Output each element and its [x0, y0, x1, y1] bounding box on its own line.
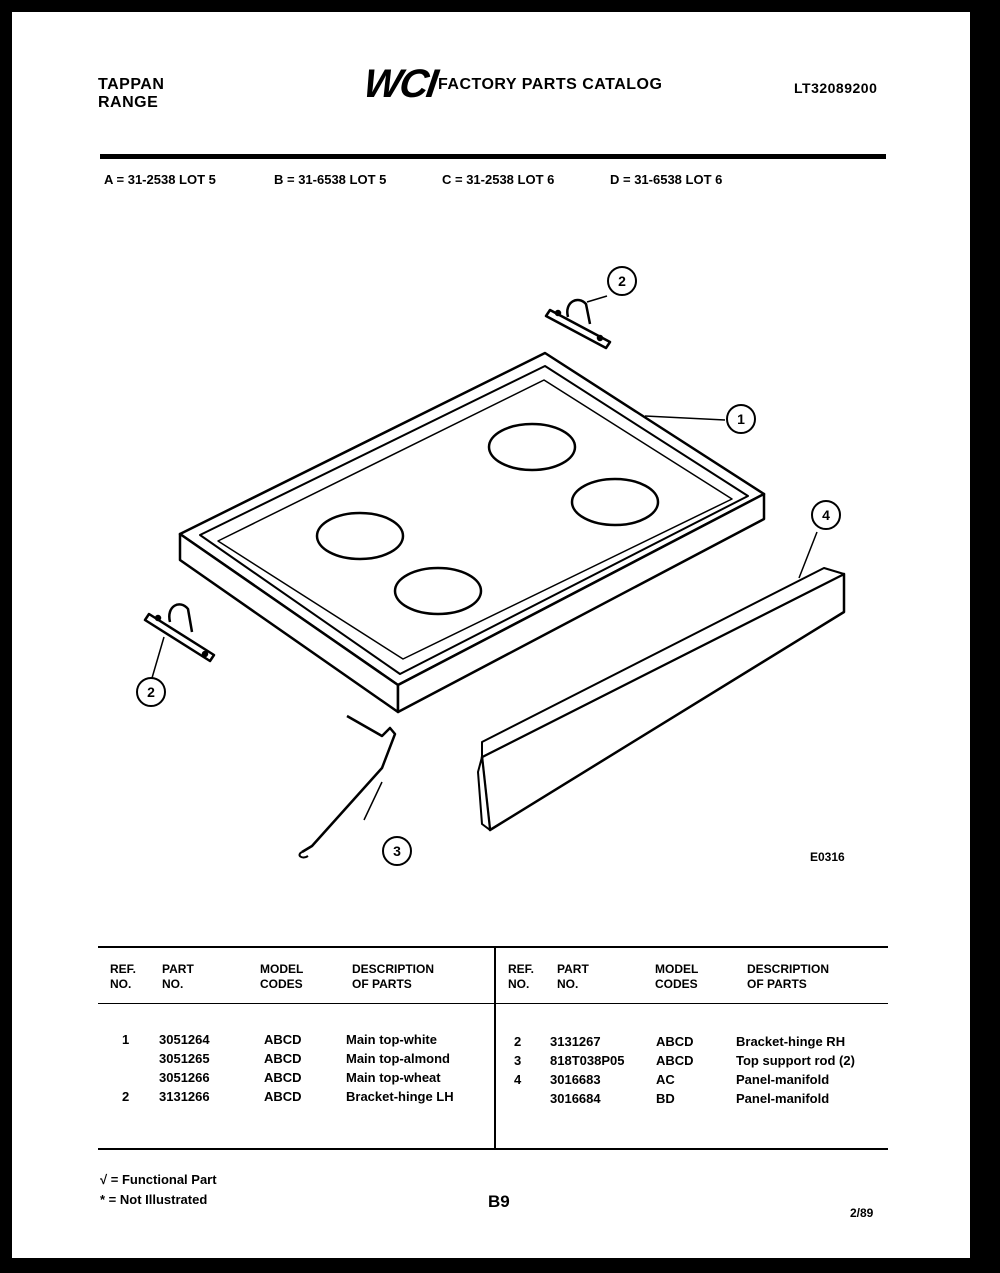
table-cell-ref: 4 [514, 1072, 522, 1087]
page-number: B9 [488, 1192, 510, 1211]
revision-date: 2/89 [850, 1206, 874, 1220]
table-cell-desc: Panel-manifold [736, 1072, 830, 1087]
legend-functional-part: √ = Functional Part [100, 1172, 217, 1187]
callout-2-left: 2 [147, 684, 155, 700]
table-cell-part: 3016684 [550, 1091, 601, 1106]
hdr-ref-line2: NO. [110, 977, 132, 991]
table-cell-desc: Bracket-hinge RH [736, 1034, 846, 1049]
model-code-a: A = 31-2538 LOT 5 [104, 172, 216, 187]
table-cell-codes: BD [656, 1091, 675, 1106]
support-rod-part [300, 716, 395, 857]
table-cell-ref [122, 1068, 129, 1087]
hdr-desc-line1: DESCRIPTION [352, 962, 435, 976]
table-cell-ref: 3 [514, 1053, 522, 1068]
catalog-title: FACTORY PARTS CATALOG [438, 76, 663, 93]
table-cell-desc: Top support rod (2) [736, 1053, 855, 1068]
bracket-hinge-lh-part [145, 604, 214, 661]
hdr-part-line1: PART [162, 962, 194, 976]
catalog-number: LT32089200 [794, 80, 878, 96]
hdr-ref-line1: REF. [110, 962, 137, 976]
brand-name: TAPPAN [98, 76, 165, 93]
table-top-rule [98, 946, 888, 948]
model-code-c: C = 31-2538 LOT 6 [442, 172, 555, 187]
table-cell-part: 3131267 [550, 1034, 601, 1049]
left-codes-column [264, 1030, 302, 1106]
hdr-model-right [655, 962, 698, 992]
table-cell-ref: 2 [122, 1089, 130, 1104]
hdr-part-right [557, 962, 589, 992]
hdr-part-line2: NO. [162, 977, 184, 991]
model-code-d: D = 31-6538 LOT 6 [610, 172, 723, 187]
hdr-desc-line2: OF PARTS [352, 977, 412, 991]
hdr-model-line2: CODES [260, 977, 303, 991]
hdr-ref-line1: REF. [508, 962, 535, 976]
table-cell-codes: ABCD [656, 1053, 694, 1068]
hdr-desc-line1: DESCRIPTION [747, 962, 830, 976]
hdr-model-left [260, 962, 303, 992]
table-cell-part: 818T038P05 [550, 1053, 625, 1068]
hdr-model-line2: CODES [655, 977, 698, 991]
right-part-column [550, 1032, 624, 1108]
legend-not-illustrated: * = Not Illustrated [100, 1192, 208, 1207]
hdr-part-line2: NO. [557, 977, 579, 991]
left-ref-column [122, 1030, 129, 1106]
callout-3: 3 [393, 843, 401, 859]
table-cell-codes: AC [656, 1072, 675, 1087]
left-desc-column [346, 1030, 454, 1106]
table-cell-part: 3131266 [159, 1089, 210, 1104]
hdr-ref-right [508, 962, 534, 992]
table-cell-codes: ABCD [264, 1089, 302, 1104]
hdr-part-line1: PART [557, 962, 589, 976]
table-cell-desc: Bracket-hinge LH [346, 1089, 454, 1104]
product-type: RANGE [98, 94, 159, 111]
hdr-desc-line2: OF PARTS [747, 977, 807, 991]
hdr-desc-right [747, 962, 829, 992]
callout-4: 4 [822, 507, 830, 523]
left-part-column [159, 1030, 210, 1106]
exploded-parts-diagram [12, 12, 970, 882]
table-cell-codes: ABCD [264, 1032, 302, 1047]
callout-2-top: 2 [618, 273, 626, 289]
catalog-page [12, 12, 970, 1258]
table-bottom-rule [98, 1148, 888, 1150]
table-cell-ref [122, 1049, 129, 1068]
table-cell-codes: ABCD [656, 1034, 694, 1049]
hdr-ref-left [110, 962, 136, 992]
footer-legend [100, 1170, 217, 1210]
wci-logo: WCI [360, 62, 439, 106]
right-codes-column [656, 1032, 694, 1108]
table-cell-desc: Panel-manifold [736, 1091, 830, 1106]
model-code-b: B = 31-6538 LOT 5 [274, 172, 387, 187]
table-cell-desc: Main top-wheat [346, 1070, 441, 1085]
bracket-hinge-rh-part [546, 300, 610, 348]
hdr-model-line1: MODEL [260, 962, 304, 976]
hdr-desc-left [352, 962, 434, 992]
table-cell-part: 3051266 [159, 1070, 210, 1085]
right-ref-column [514, 1032, 521, 1108]
callout-1: 1 [737, 411, 745, 427]
right-desc-column [736, 1032, 855, 1108]
table-cell-ref: 1 [122, 1032, 130, 1047]
hdr-ref-line2: NO. [508, 977, 530, 991]
table-cell-part: 3051265 [159, 1051, 210, 1066]
table-cell-ref: 2 [514, 1034, 522, 1049]
table-header-rule [98, 1003, 888, 1004]
hdr-model-line1: MODEL [655, 962, 699, 976]
table-cell-codes: ABCD [264, 1051, 302, 1066]
table-cell-desc: Main top-white [346, 1032, 437, 1047]
table-cell-codes: ABCD [264, 1070, 302, 1085]
table-divider [494, 946, 496, 1148]
table-cell-part: 3051264 [159, 1032, 210, 1047]
figure-id: E0316 [810, 850, 845, 864]
table-cell-desc: Main top-almond [346, 1051, 450, 1066]
table-cell-part: 3016683 [550, 1072, 601, 1087]
hdr-part-left [162, 962, 194, 992]
table-cell-ref [514, 1089, 521, 1108]
